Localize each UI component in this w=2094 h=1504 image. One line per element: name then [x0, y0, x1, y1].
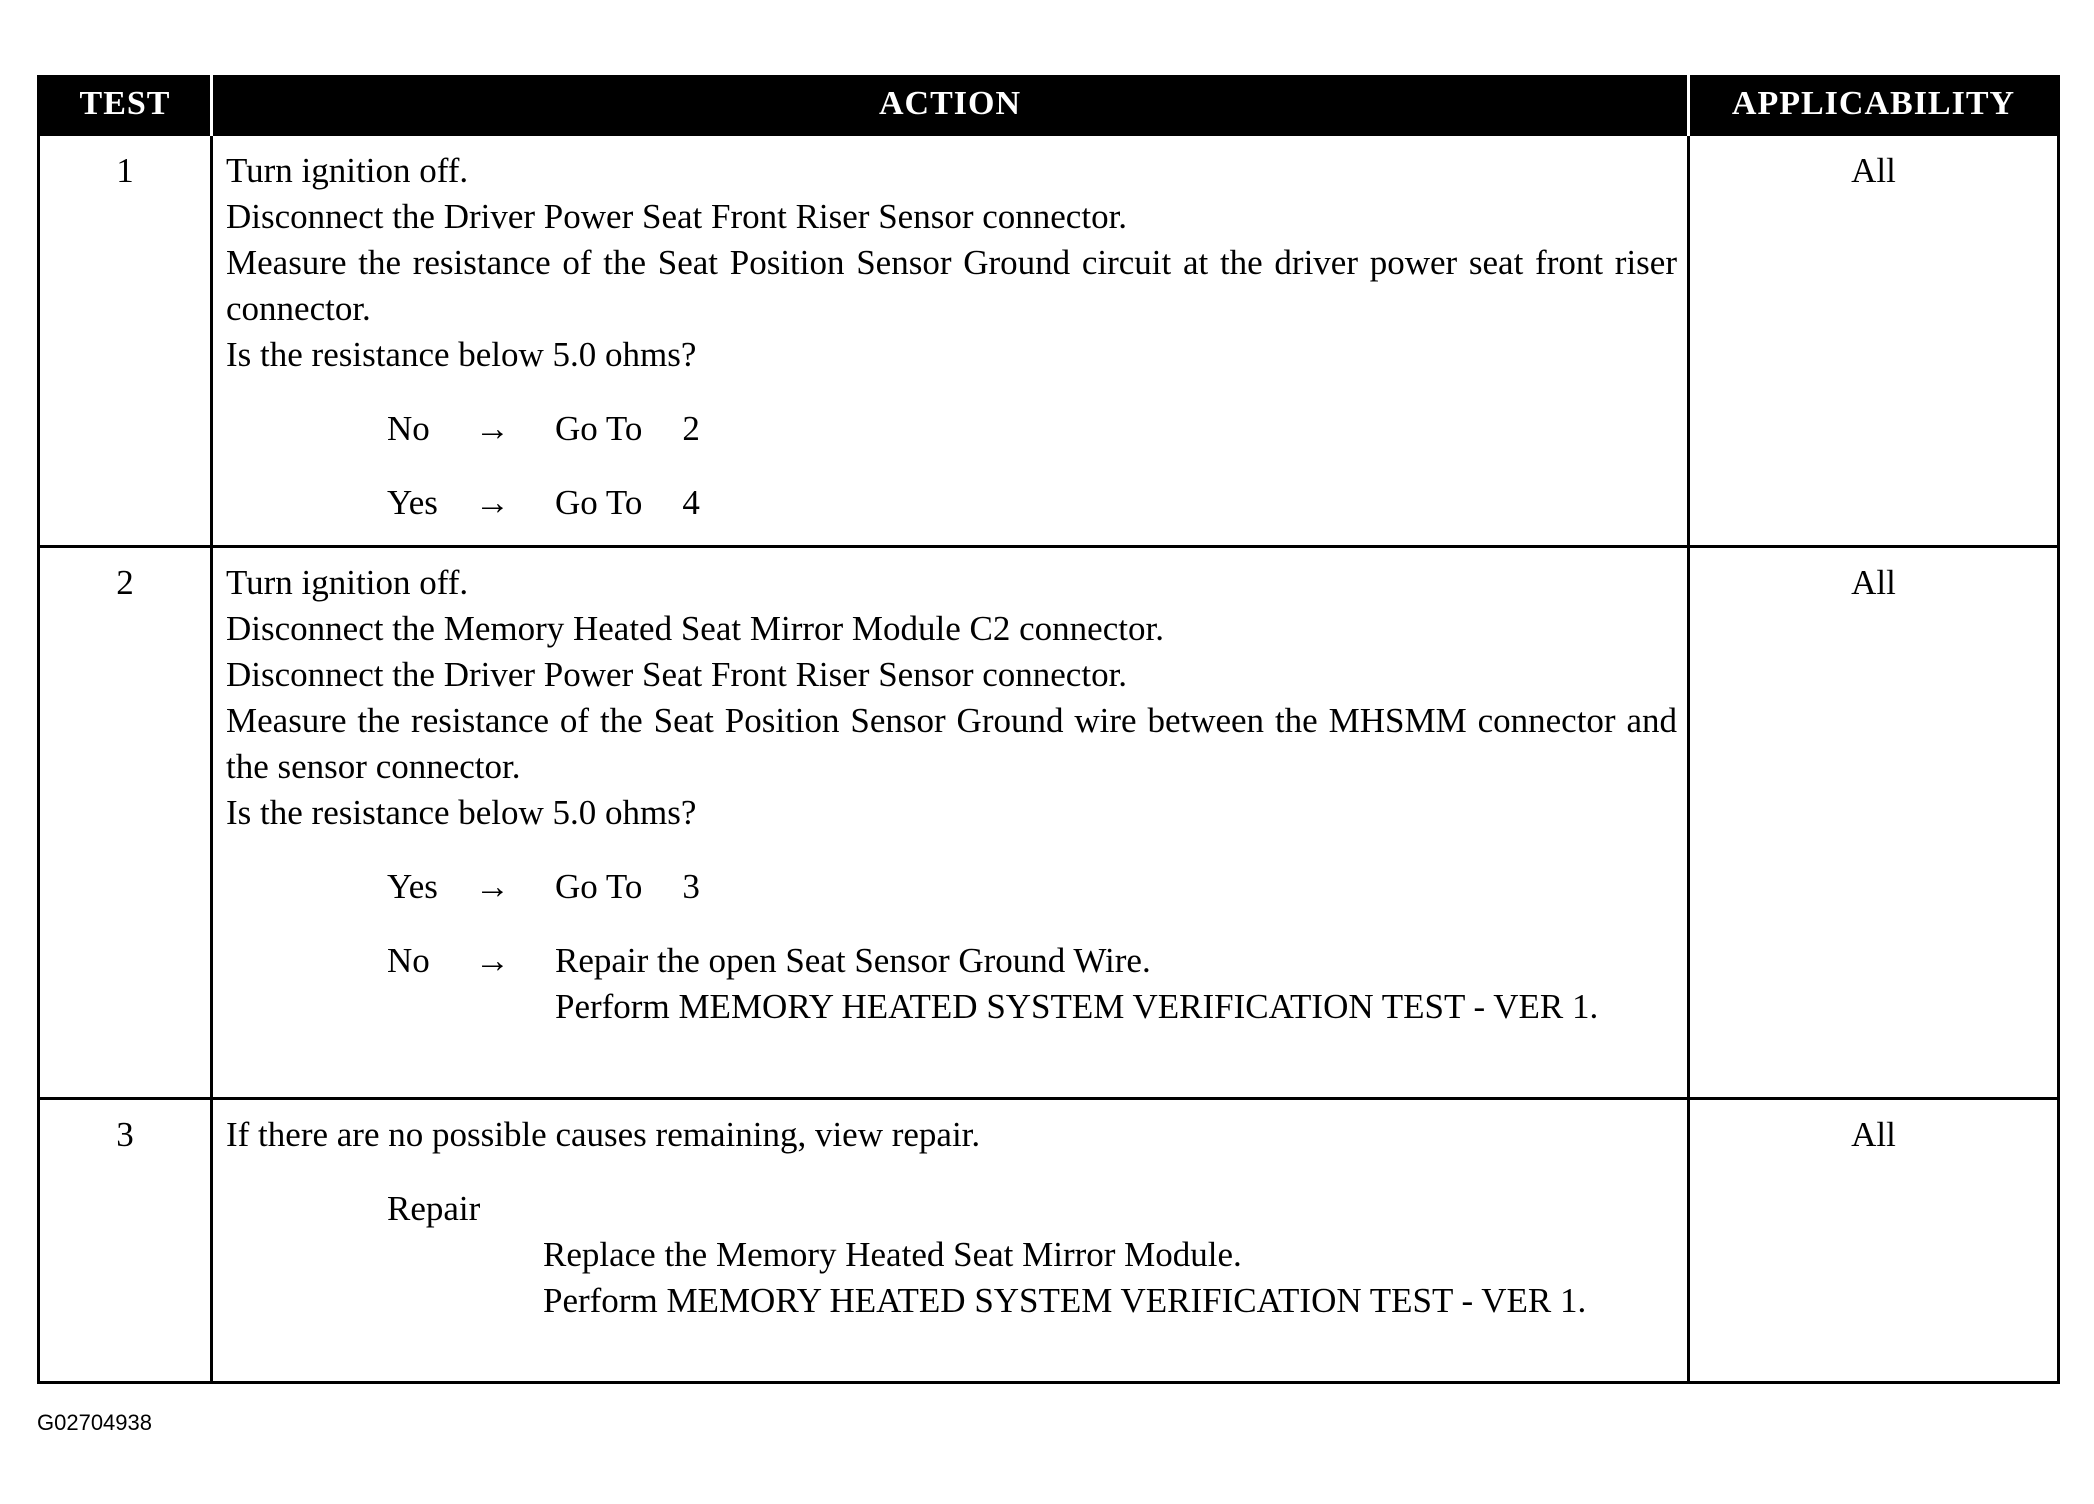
branch-yes — [387, 864, 1677, 910]
header-test: TEST — [39, 75, 212, 135]
test-number: 2 — [39, 547, 212, 1099]
figure-id: G02704938 — [37, 1410, 152, 1435]
branch-target — [555, 864, 1677, 910]
action-step: Turn ignition off. — [226, 563, 469, 602]
applicability-value: All — [1689, 1099, 2059, 1383]
branch-answer: Yes — [387, 483, 438, 522]
arrow-right-icon: → — [475, 483, 510, 522]
table-row — [39, 1099, 2059, 1383]
table-row — [39, 547, 2059, 1099]
repair-label: Repair — [387, 1189, 481, 1228]
branch-no — [387, 406, 1677, 452]
action-step: Measure the resistance of the Seat Position Sensor Ground wire between the MHSMM connector and the sensor connector. — [226, 701, 1677, 786]
repair-instruction: Replace the Memory Heated Seat Mirror Module. — [543, 1235, 1242, 1274]
action-question: Is the resistance below 5.0 ohms? — [226, 335, 697, 374]
goto-label: Go To — [555, 409, 643, 448]
goto-test-number: 4 — [682, 483, 700, 522]
branch-answer: No — [387, 941, 430, 980]
action-step: If there are no possible causes remaining, view repair. — [226, 1115, 981, 1154]
goto-label: Go To — [555, 483, 643, 522]
action-cell — [212, 135, 1689, 547]
action-cell — [212, 1099, 1689, 1383]
table-header-row — [39, 75, 2059, 135]
branch-answer: No — [387, 409, 430, 448]
goto-label: Go To — [555, 867, 643, 906]
branch-target — [555, 406, 1677, 452]
arrow-right-icon: → — [475, 409, 510, 448]
repair-steps — [543, 1232, 1677, 1324]
arrow-right-icon: → — [475, 867, 510, 906]
repair-block — [387, 1186, 1677, 1324]
diagnostic-test-table — [37, 75, 2060, 1384]
arrow-right-icon: → — [475, 941, 510, 980]
header-action: ACTION — [212, 75, 1689, 135]
repair-instruction: Repair the open Seat Sensor Ground Wire. — [555, 941, 1151, 980]
verification-instruction: Perform MEMORY HEATED SYSTEM VERIFICATION TEST - VER 1. — [555, 987, 1599, 1026]
branch-yes — [387, 480, 1677, 526]
action-step: Measure the resistance of the Seat Position Sensor Ground circuit at the driver power seat front riser connector. — [226, 243, 1677, 328]
goto-test-number: 2 — [682, 409, 700, 448]
branch-no — [387, 938, 1677, 1030]
action-step: Turn ignition off. — [226, 151, 469, 190]
action-step: Disconnect the Driver Power Seat Front Riser Sensor connector. — [226, 197, 1128, 236]
applicability-value: All — [1689, 135, 2059, 547]
test-number: 3 — [39, 1099, 212, 1383]
verification-instruction: Perform MEMORY HEATED SYSTEM VERIFICATION TEST - VER 1. — [543, 1281, 1587, 1320]
action-step: Disconnect the Memory Heated Seat Mirror Module C2 connector. — [226, 609, 1164, 648]
action-question: Is the resistance below 5.0 ohms? — [226, 793, 697, 832]
action-step: Disconnect the Driver Power Seat Front Riser Sensor connector. — [226, 655, 1128, 694]
goto-test-number: 3 — [682, 867, 700, 906]
branch-target — [555, 480, 1677, 526]
applicability-value: All — [1689, 547, 2059, 1099]
table-row — [39, 135, 2059, 547]
action-cell — [212, 547, 1689, 1099]
branch-answer: Yes — [387, 867, 438, 906]
header-applicability: APPLICABILITY — [1689, 75, 2059, 135]
test-number: 1 — [39, 135, 212, 547]
branch-target — [555, 938, 1677, 1030]
